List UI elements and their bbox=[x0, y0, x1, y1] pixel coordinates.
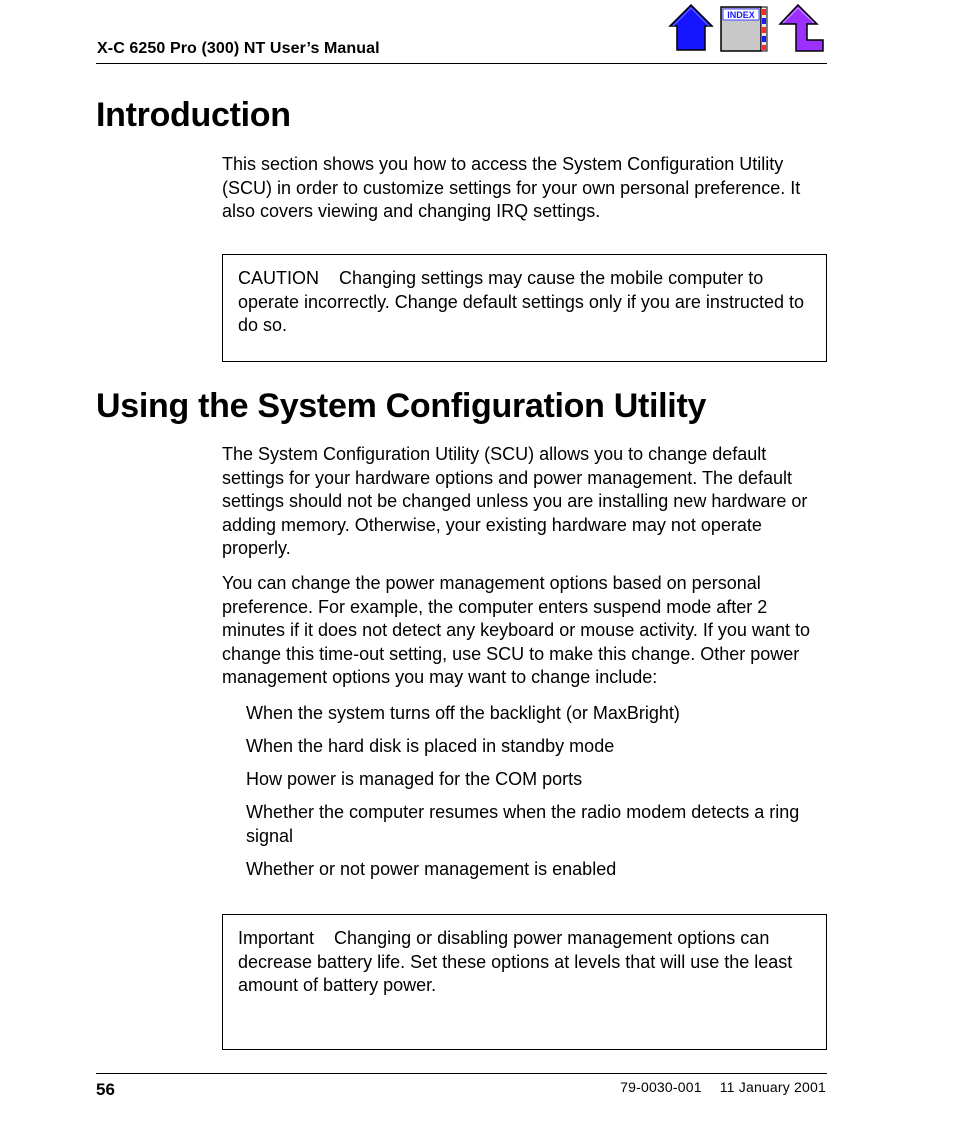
section-heading-introduction: Introduction bbox=[96, 96, 291, 134]
scu-paragraph-2: You can change the power management options based on personal preference. For example, the computer enters suspend mode after 2 minutes if it does not detect any keyboard or mouse activity. If you want to change this time-out setting, use SCU to make this change. Other power management options you may want to change include: bbox=[222, 573, 810, 687]
document-reference bbox=[620, 1079, 826, 1095]
list-item: Whether the computer resumes when the radio modem detects a ring signal bbox=[246, 802, 800, 846]
doc-date: 11 January 2001 bbox=[719, 1079, 826, 1095]
section-heading-scu: Using the System Configuration Utility bbox=[96, 387, 707, 425]
up-arrow-icon bbox=[776, 2, 826, 54]
manual-title: X-C 6250 Pro (300) NT User’s Manual bbox=[97, 40, 380, 57]
important-body: Changing or disabling power management options can decrease battery life. Set these options at levels that will use the least amount of battery power. bbox=[238, 928, 793, 995]
list-item: When the hard disk is placed in standby mode bbox=[246, 736, 615, 756]
doc-number: 79-0030-001 bbox=[620, 1079, 702, 1095]
important-box bbox=[222, 914, 827, 1050]
header-divider bbox=[96, 63, 827, 64]
intro-paragraph: This section shows you how to access the System Configuration Utility (SCU) in order to customize settings for your own personal preference. It also covers viewing and changing IRQ settings. bbox=[222, 154, 801, 221]
important-text bbox=[238, 927, 813, 998]
footer-divider bbox=[96, 1073, 827, 1074]
caution-label: CAUTION bbox=[238, 268, 319, 288]
important-label: Important bbox=[238, 928, 315, 948]
index-label: INDEX bbox=[727, 10, 755, 20]
caution-box bbox=[222, 254, 827, 362]
page-number: 56 bbox=[96, 1080, 115, 1099]
index-button[interactable] bbox=[719, 2, 771, 54]
power-options-list bbox=[246, 702, 816, 891]
home-icon bbox=[667, 2, 715, 54]
index-icon bbox=[719, 2, 771, 54]
list-item: How power is managed for the COM ports bbox=[246, 769, 583, 789]
caution-body: Changing settings may cause the mobile computer to operate incorrectly. Change default settings only if you are instructed to do so. bbox=[238, 268, 804, 335]
caution-text bbox=[238, 267, 813, 338]
up-button[interactable] bbox=[776, 2, 826, 54]
list-item: Whether or not power management is enabled bbox=[246, 858, 617, 879]
list-item: When the system turns off the backlight (or MaxBright) bbox=[246, 703, 680, 723]
scu-paragraph-1: The System Configuration Utility (SCU) allows you to change default settings for your hardware options and power management. The default settings should not be changed unless you are installing new hardware or adding memory. Otherwise, your existing hardware may not operate properly. bbox=[222, 444, 808, 558]
home-button[interactable] bbox=[667, 2, 715, 54]
